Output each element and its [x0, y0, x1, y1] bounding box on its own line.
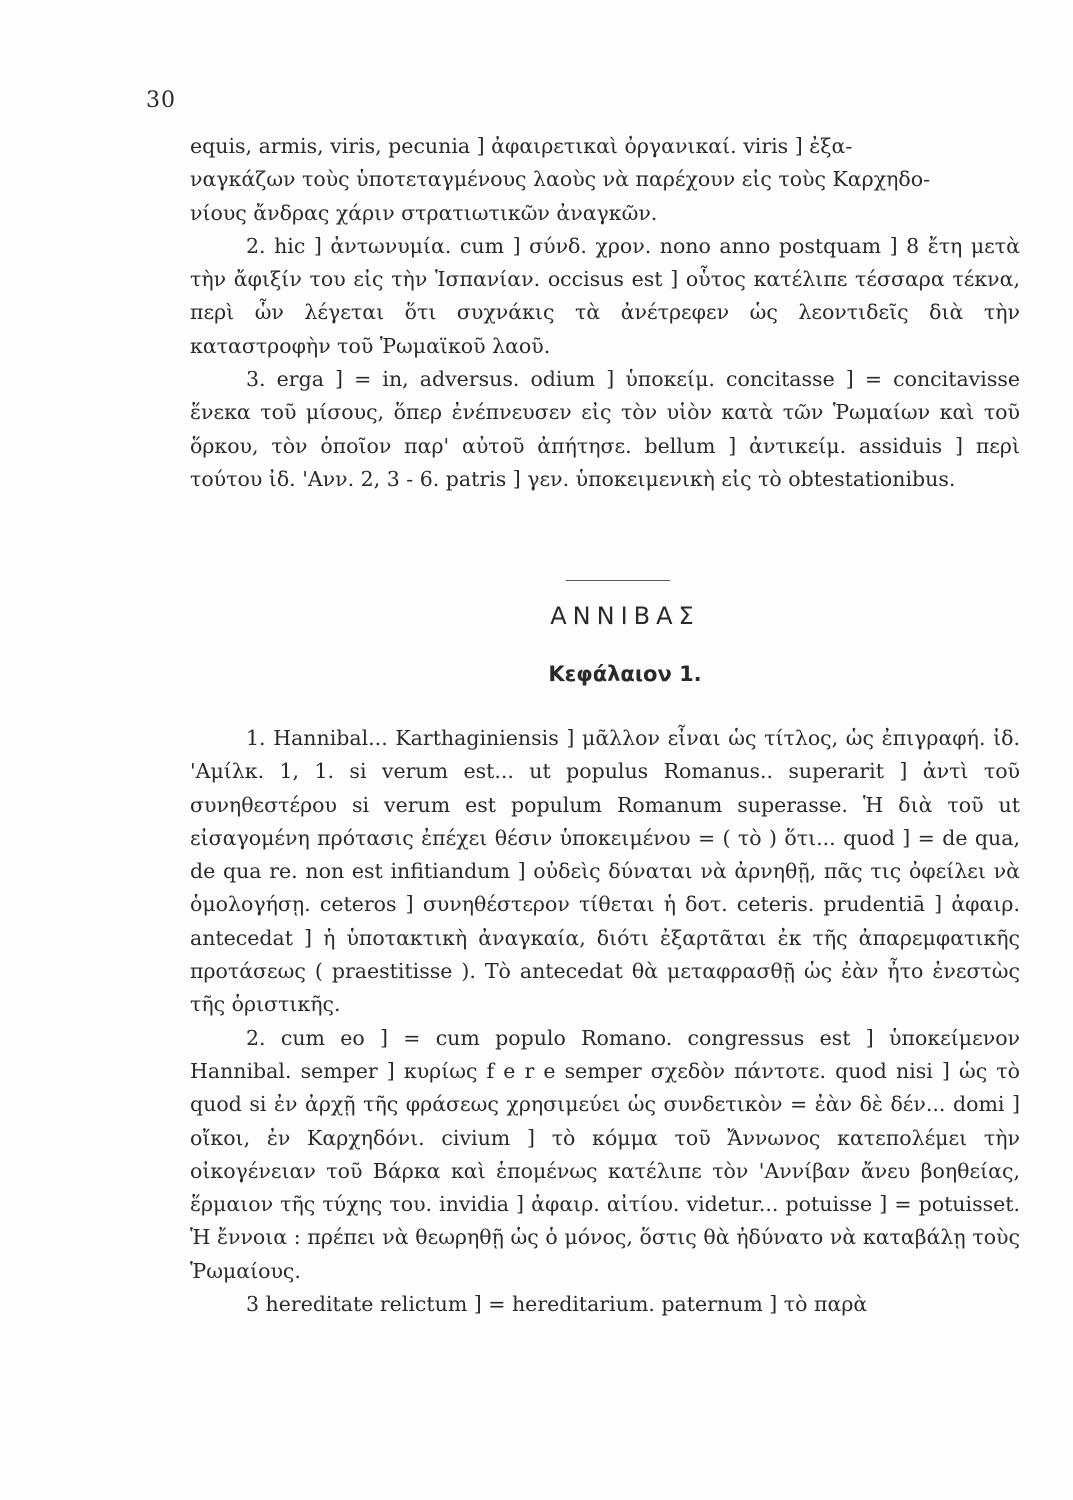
- note-line: ναγκάζων τοὺς ὑποτεταγμένους λαοὺς νὰ παρέχουν εἰς τοὺς Καρχηδο-: [190, 167, 931, 192]
- section-title: ΑΝΝΙΒΑΣ: [550, 602, 700, 630]
- note-line: equis, armis, viris, pecunia ] ἀφαιρετικαὶ ὀργανικαί. viris ] ἐξα-: [190, 134, 853, 158]
- chapter-heading: Κεφάλαιον 1.: [548, 662, 702, 686]
- note-paragraph-2: 2. hic ] ἀντωνυμία. cum ] σύνδ. χρον. nono anno postquam ] 8 ἔτη μετὰ τὴν ἄφιξίν του εἰς τὴν Ἱσπανίαν. occisus est ] οὗτος κατέλιπε τέσσαρα τέκνα, περὶ ὧν λέγεται ὅτι συχνάκις τὰ ἀνέτρεφεν ὡς λεοντιδεῖς διὰ τὴν καταστροφὴν τοῦ Ῥωμαϊκοῦ λαοῦ.: [190, 233, 1020, 358]
- commentary-block-chapter: [190, 722, 1020, 1321]
- commentary-block-top: [190, 130, 1020, 496]
- section-divider: [566, 580, 670, 581]
- note-paragraph-1: 1. Hannibal... Karthaginiensis ] μᾶλλον εἶναι ὡς τίτλος, ὡς ἐπιγραφή. ἰδ. 'Αμίλκ. 1, 1. si verum est... ut populus Romanus.. superarit ] ἀντὶ τοῦ συνηθεστέρου si verum est populum Romanum superasse. Ἡ διὰ τοῦ ut εἰσαγομένη πρότασις ἐπέχει θέσιν ὑποκειμένου = ( τὸ ) ὅτι... quod ] = de qua, de qua re. non est infitiandum ] οὐδεὶς δύναται νὰ ἀρνηθῇ, πᾶς τις ὀφείλει νὰ ὁμολογήσῃ. ceteros ] συνηθέστερον τίθεται ἡ δοτ. ceteris. prudentiā ] ἀφαιρ. antecedat ] ἡ ὑποτακτικὴ ἀναγκαία, διότι ἐξαρτᾶται ἐκ τῆς ἀπαρεμφατικῆς προτάσεως ( praestitisse ). Τὸ antecedat θὰ μεταφρασθῇ ὡς ἐὰν ἦτο ἐνεστὼς τῆς ὁριστικῆς.: [190, 726, 1020, 1017]
- page-number: 30: [146, 88, 176, 113]
- note-paragraph-3: 3. erga ] = in, adversus. odium ] ὑποκείμ. concitasse ] = concitavisse ἕνεκα τοῦ μίσους, ὅπερ ἐνέπνευσεν εἰς τὸν υἱὸν κατὰ τῶν Ῥωμαίων καὶ τοῦ ὅρκου, τὸν ὁποῖον παρ' αὐτοῦ ἀπήτησε. bellum ] ἀντικείμ. assiduis ] περὶ τούτου ἰδ. 'Ανν. 2, 3 - 6. patris ] γεν. ὑποκειμενικὴ εἰς τὸ obtestationibus.: [190, 367, 1020, 491]
- note-paragraph-3: 3 hereditate relictum ] = hereditarium. paternum ] τὸ παρὰ: [246, 1292, 868, 1317]
- note-paragraph-2: 2. cum eo ] = cum populo Romano. congressus est ] ὑποκείμενον Hannibal. semper ] κυρίως f e r e semper σχεδὸν πάντοτε. quod nisi ] ὡς τὸ quod si ἐν ἀρχῇ τῆς φράσεως χρησιμεύει ὡς συνδετικὸν = ἐὰν δὲ δέν... domi ] οἴκοι, ἐν Καρχηδόνι. civium ] τὸ κόμμα τοῦ Ἄννωνος κατεπολέμει τὴν οἰκογένειαν τοῦ Βάρκα καὶ ἑπομένως κατέλιπε τὸν 'Αννίβαν ἄνευ βοηθείας, ἕρμαιον τῆς τύχης του. invidia ] ἀφαιρ. αἰτίου. videtur... potuisse ] = potuisset. Ἡ ἔννοια : πρέπει νὰ θεωρηθῇ ὡς ὁ μόνος, ὅστις θὰ ἠδύνατο νὰ καταβάλῃ τοὺς Ῥωμαίους.: [190, 1025, 1020, 1283]
- note-line: νίους ἄνδρας χάριν στρατιωτικῶν ἀναγκῶν.: [190, 200, 658, 225]
